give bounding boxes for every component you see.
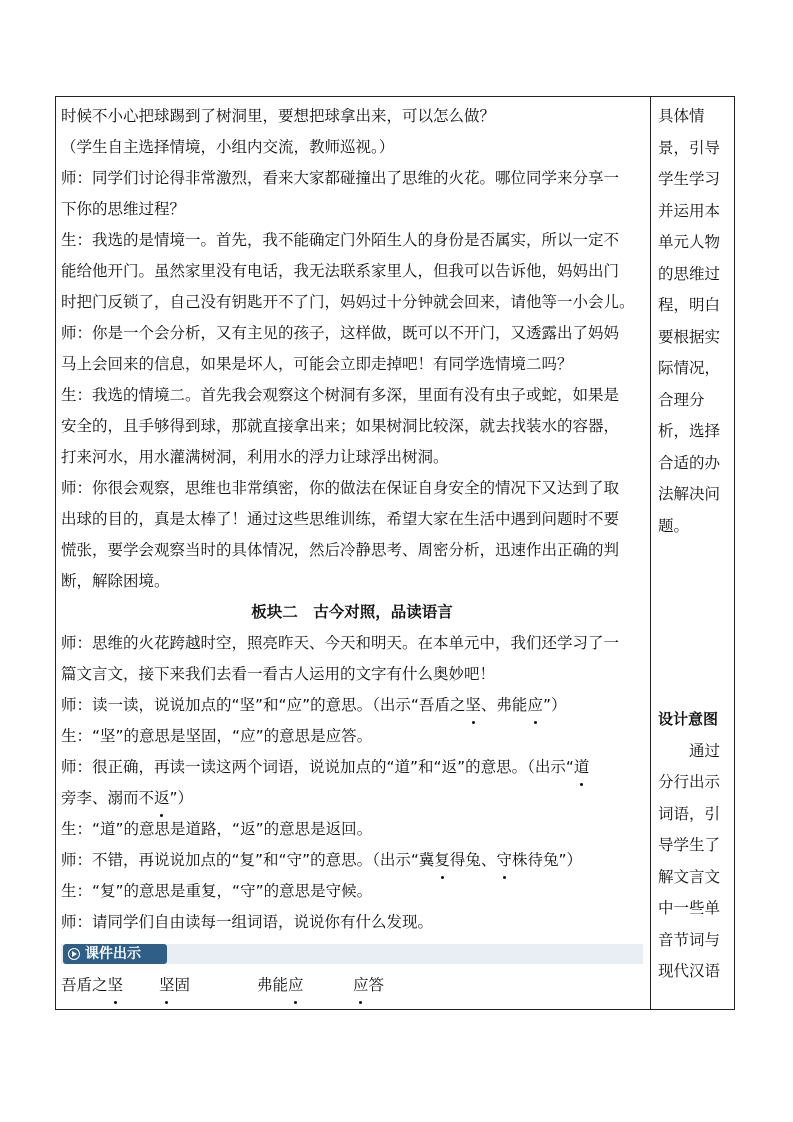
side-note-line: 音节词与 (658, 930, 721, 949)
column-divider (650, 97, 651, 1009)
side-note-line: 程，明白 (658, 296, 721, 314)
side-note-line: 合理分 (658, 390, 705, 409)
side-notes-top (658, 101, 726, 542)
dotted-char: 坚 (465, 690, 481, 721)
text-line: 生：我选的情境二。首先我会观察这个树洞有多深，里面有没有虫子或蛇，如果是 (61, 386, 620, 404)
answer-line-3: 生：“复”的意思是重复，“守”的意思是守候。 (61, 882, 373, 900)
text-line: 时候不小心把球踢到了树洞里，要想把球拿出来，可以怎么做？ (61, 107, 496, 125)
text-line: 断，解除困境。 (61, 572, 170, 590)
design-intent-title: 设计意图 (658, 710, 719, 728)
side-note-line: 学生学习 (658, 170, 721, 188)
dotted-char: 守 (496, 845, 512, 876)
side-note-line: 析，选择 (658, 422, 721, 440)
text-line: 时把门反锁了，自己没有钥匙开不了门，妈妈过十分钟就会回来，请他等一小会儿。 (61, 293, 635, 311)
dotted-char: 坚 (159, 970, 175, 1001)
text-line: 慌张，要学会观察当时的具体情况，然后冷静思考、周密分析，迅速作出正确的判 (61, 541, 620, 559)
question-line-2b: 旁李、溺而不返”） (61, 783, 643, 814)
text-line: 师：你很会观察，思维也非常缜密，你的做法在保证自身安全的情况下又达到了取 (61, 479, 620, 497)
dialogue-block-1 (61, 101, 643, 597)
word-item: 吾盾之坚 (61, 970, 123, 1001)
play-icon (68, 948, 80, 960)
text-line: 能给他开门。虽然家里没有电话，我无法联系家里人，但我可以告诉他，妈妈出门 (61, 262, 620, 280)
side-note-line: 具体情 (658, 107, 705, 125)
side-note-line: 单元人物 (658, 233, 721, 251)
text-line: 师：你是一个会分析，又有主见的孩子，这样做，既可以不开门，又透露出了妈妈 (61, 324, 620, 342)
text-line: 下你的思维过程？ (61, 200, 186, 218)
text-line: 生：我选的是情境一。首先，我不能确定门外陌生人的身份是否属实，所以一定不 (61, 231, 620, 249)
text-line: 打来河水，用水灌满树洞，利用水的浮力让球浮出树洞。 (61, 448, 449, 466)
side-note-line: 并运用本 (658, 201, 721, 220)
word-item: 弗能应 (257, 970, 304, 1001)
side-note-line: 导学生了 (658, 836, 721, 854)
question-line-2a: 师：很正确，再读一读这两个词语，说说加点的“道”和“返”的意思。（出示“道 (61, 752, 643, 783)
side-note-line: 合适的办 (658, 453, 721, 472)
side-note-line: 际情况， (658, 359, 721, 377)
side-column (658, 101, 726, 988)
answer-line-1: 生：“坚”的意思是坚固，“应”的意思是应答。 (61, 727, 373, 745)
dotted-char: 返 (154, 783, 170, 814)
dotted-char: 坚 (108, 970, 124, 1001)
word-item: 坚固 (159, 970, 190, 1001)
side-note-line: 解文言文 (658, 867, 721, 886)
side-note-line: 题。 (658, 516, 690, 535)
dotted-char: 应 (288, 970, 304, 1001)
dotted-char: 复 (434, 845, 450, 876)
side-note-line: 现代汉语 (658, 962, 721, 980)
side-note-line: 要根据实 (658, 327, 721, 346)
section-heading: 板块二 古今对照，品读语言 (251, 603, 453, 621)
courseware-banner (61, 944, 643, 964)
question-line-3: 师：不错，再说说加点的“复”和“守”的意思。（出示“冀复得兔、守株待兔”） (61, 845, 643, 876)
courseware-tag (63, 944, 167, 964)
answer-line-2: 生：“道”的意思是道路，“返”的意思是返回。 (61, 820, 373, 838)
word-row (61, 970, 643, 1001)
side-note-line: 景，引导 (658, 138, 721, 157)
word-item: 应答 (353, 970, 384, 1001)
side-notes-bottom (658, 736, 726, 988)
text-line: 安全的，且手够得到球，那就直接拿出来；如果树洞比较深，就去找装水的容器， (61, 417, 620, 435)
courseware-label: 课件出示 (85, 946, 141, 962)
dialogue-block-2 (61, 628, 643, 690)
text-line: 马上会回来的信息，如果是坏人，可能会立即走掉吧！有同学选情境二吗？ (61, 355, 573, 373)
main-column (61, 101, 643, 1001)
side-note-line: 词语，引 (658, 804, 721, 823)
side-spacer (658, 542, 726, 704)
question-line-4: 师：请同学们自由读每一组词语，说说你有什么发现。 (61, 913, 434, 931)
side-note-line: 中一些单 (658, 899, 721, 917)
dotted-char: 应 (353, 970, 369, 1001)
text-line: 师：思维的火花跨越时空，照亮昨天、今天和明天。在本单元中，我们还学习了一 (61, 634, 620, 652)
text-line: 篇文言文，接下来我们去看一看古人运用的文字有什么奥妙吧！ (61, 665, 496, 683)
side-note-line: 法解决问 (658, 485, 721, 503)
side-note-line: 通过 (689, 741, 721, 760)
side-note-line: 分行出示 (658, 773, 721, 791)
text-line: 出球的目的，真是太棒了！通过这些思维训练，希望大家在生活中遇到问题时不要 (61, 510, 620, 528)
dotted-char: 道 (574, 752, 590, 783)
dotted-char: 应 (527, 690, 543, 721)
text-line: 师：同学们讨论得非常激烈，看来大家都碰撞出了思维的火花。哪位同学来分享一 (61, 169, 620, 187)
text-line: （学生自主选择情境，小组内交流，教师巡视。） (61, 138, 395, 156)
side-note-line: 的思维过 (658, 264, 721, 283)
question-line-1: 师：读一读，说说加点的“坚”和“应”的意思。（出示“吾盾之坚、弗能应”） (61, 690, 643, 721)
lesson-table (55, 96, 735, 1010)
